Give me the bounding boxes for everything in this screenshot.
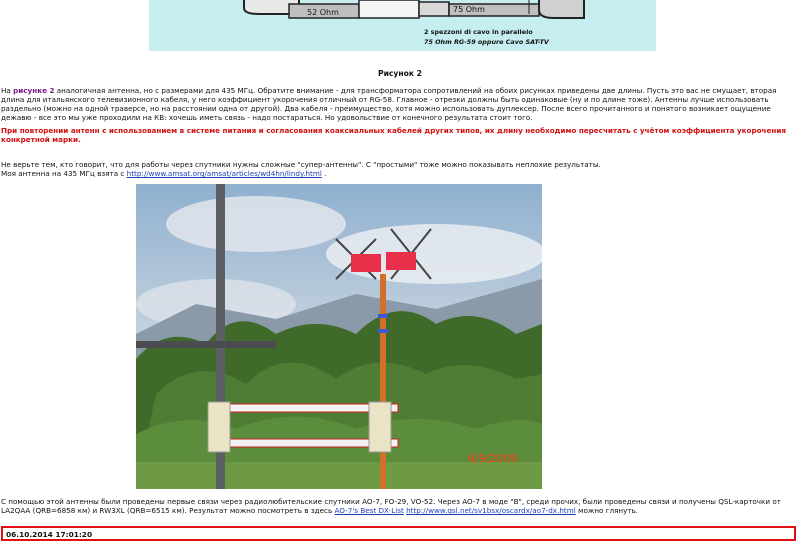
diagram-note-1: 2 spezzoni di cavo in parallelo [424,28,533,36]
para1-lead: На [1,86,14,95]
para4-tail: можно глянуть. [575,506,639,515]
coax-diagram [149,0,656,51]
footer-datetime: 06.10.2014 17:01:20 [6,530,93,539]
paragraph-description [1,86,799,122]
para3-line2-tail: . [321,169,327,178]
antenna-photo [136,184,542,489]
para4-text: С помощью этой антенны были проведены первые связи через радиолюбительские спутники AO-7, FO-29, VO-52. Через AO-7 в моде "B", среди прочих, были проведены связи и получены QSL-карточки от LA2QAA (QRB=6858 км) и RW3XL (QRB=6515 км). Результат можно посмотреть в здесь [1,497,781,515]
source-link[interactable]: http://www.amsat.org/amsat/articles/wd4hn/lindy.html [126,169,322,178]
cable-label-52ohm: 52 Ohm [307,8,339,17]
photo-date-stamp: 6/9/2009 [468,452,518,465]
diagram-note-2: 75 Ohm RG-59 oppure Cavo SAT-TV [424,38,549,46]
warning-paragraph: При повторении антенн с использованием в системе питания и согласования коаксиальных кабелей других типов, их длину необходимо пересчитать с учётом коэффициента укорочения конкретной марки. [1,126,786,144]
para1-text: аналогичная антенна, но с размерами для 435 МГц. Обратите внимание - для трансформатора сопротивлений на обоих рисунках приведены две длины. Пусть это вас не смущает, вторая длина для итальянского телевизионного кабеля, у него коэффициент укорочения отличный от RG-58. Главное - отрезки должны быть одинаковые (ну и по длине тоже). Антенны лучше использовать раздельно (можно на одной траверсе, но на расстоянии одна от другой). Два кабеля - преимущество, хотя можно использовать дуплексер. После всего прочитанного и понятого возникает ощущение дежавю - все это мы уже проходили на КВ: хочешь иметь связь - надо постараться. Но удовольствие от конечного результата стоит того. [1,86,777,122]
figure-link[interactable]: рисунке 2 [13,86,55,95]
dx-list-link[interactable]: AO-7's Best DX-List [334,506,404,515]
coax-diagram-drawing [149,0,656,51]
antenna-photo-image [136,184,542,489]
qsl-link[interactable]: http://www.qsl.net/sv1bsx/oscardx/ao7-dx.html [406,506,576,515]
paragraph-results [1,497,799,515]
figure-caption: Рисунок 2 [378,69,422,78]
para3-line2-lead: Моя антенна на 435 МГц взята с [1,169,127,178]
para3-line1: Не верьте тем, кто говорит, что для работы через спутники нужны сложные "супер-антенны". С "простыми" тоже можно показывать неплохие результаты. [1,160,601,169]
cable-label-75ohm: 75 Ohm [453,5,485,14]
footer-datetime-box [1,526,796,541]
paragraph-source [1,160,799,178]
